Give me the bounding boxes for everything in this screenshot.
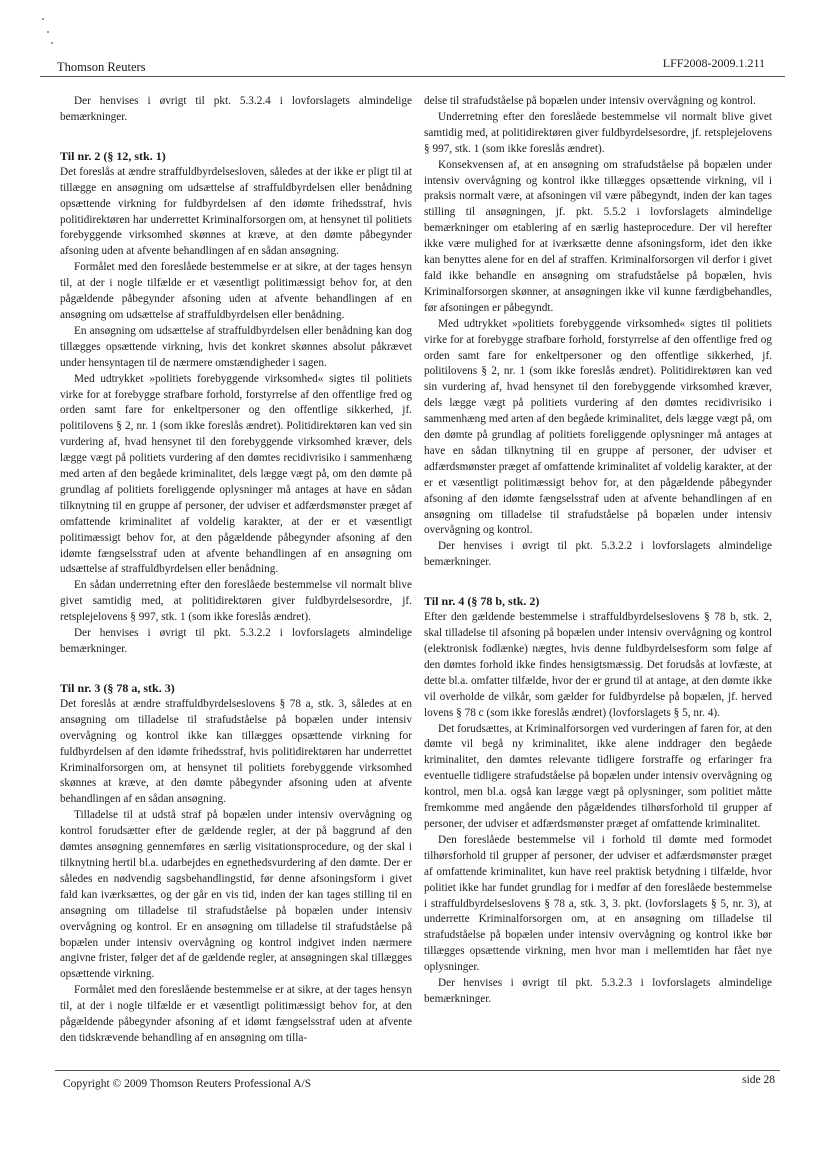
paragraph: Efter den gældende bestemmelse i straffuldbyrdelseslovens § 78 b, stk. 2, skal tilladelse til afsoning på bopælen under intensiv overvågning og kontrol (elektronisk fodlænke) nægtes, hvis denne fuldbyrdelsesform som følge af den dømtes forhold ikke findes hensigtsmæssig. Det forudsås at lovfæste, at dette bl.a. omfatter tilfælde, hvor der er grund til at antage, at den dømte ikke vil overholde de vilkår, som gælder for fuldbyrdelse på bopælen, jf. herved lovens § 78 c (som ikke foreslås ændret) (lovforslagets § 5, nr. 4).: [424, 611, 772, 719]
scan-speck: [51, 42, 53, 44]
paragraph: Den foreslåede bestemmelse vil i forhold til dømte med formodet tilhørsforhold til grupper af personer, der udviser et adfærdsmønster præget af omfattende kriminalitet, kun have reel praktisk betydning i tilfælde, hvor politiet ikke har fundet grundlag for i medfør af den foreslåede bestemmelse i straffuldbyrdelseslovens § 78 a, stk. 3, 3. pkt. (lovforslagets § 5, nr. 3), at underrette Kriminalforsorgen om, at en ansøgning om tilladelse til strafudståelse på bopælen under intensiv overvågning og kontrol ikke bør tillægges opsættende virkning, men hvor man i mellemtiden har fået nye oplysninger.: [424, 833, 772, 974]
paragraph: Formålet med den foreslående bestemmelse er at sikre, at der tages hensyn til, at der i nogle tilfælde er et væsentligt politimæssigt behov for, at den pågældende påbegynder afsoning af et idømt fængselsstraf uden at afvente den tidskrævende behandling af en ansøgning om tilla-: [60, 984, 412, 1044]
paragraph: Tilladelse til at udstå straf på bopælen under intensiv overvågning og kontrol forudsætter efter de gældende regler, at der på baggrund af den dømtes ansøgning gennemføres en særlig visitationsprocedure, og der skal i tilknytning hertil bl.a. udarbejdes en egnethedsvurdering af den dømte. Der er således en nødvendig sagsbehandlingstid, før denne afsoningsform i givet fald kan iværksættes, og der går en vis tid, inden der kan tages stilling til en ansøgning om tilladelse til strafudståelse på bopælen under intensiv overvågning og kontrol. Er en ansøgning om tilladelse til strafudståelse på bopælen under intensiv overvågning og kontrol indgivet inden nærmere angivne frister, følger det af de gældende regler, at ansøgningen skal tillægges opsættende virkning.: [60, 809, 412, 981]
footer-copyright: Copyright © 2009 Thomson Reuters Professional A/S: [63, 1078, 312, 1090]
paragraph: delse til strafudståelse på bopælen under intensiv overvågning og kontrol.: [424, 95, 756, 107]
right-column: [424, 94, 772, 1008]
paragraph: Med udtrykket »politiets forebyggende virksomhed« sigtes til politiets virke for at forebygge strafbare forhold, forstyrrelse af den offentlige fred og orden samt fare for enkeltpersoner og den offentlige sikkerhed, jf. politilovens § 2, nr. 1 (som ikke foreslås ændret). Politidirektøren kan ved sin vurdering af, hvad hensynet til den forebyggende virksomhed kræver, dels lægge vægt på politiets vurdering af den dømtes recidivrisiko i sammenhæng med arten af den begåede kriminalitet, dels lægge vægt på, om den dømte på grundlag af politiets foreliggende oplysninger må antages at have en sådan tilknytning til en gruppe af personer, der udviser et adfærdsmønster præget af omfattende kriminalitet af voldelig karakter, at der er et væsentligt politimæssigt behov for, at den pågældende påbegynder afsoning af den idømte fængselsstraf uden at afvente behandlingen af en ansøgning om tilladelse til strafudståelse på bopælen under intensiv overvågning og kontrol.: [424, 317, 772, 537]
paragraph: Formålet med den foreslåede bestemmelse er at sikre, at der tages hensyn til, at der i nogle tilfælde er et væsentligt politimæssigt behov for, at den pågældende påbegynder afsoning uden at afvente behandlingen af en ansøgning om udsættelse af straffuldbyrdelsen eller benådning.: [60, 261, 412, 321]
paragraph: Med udtrykket »politiets forebyggende virksomhed« sigtes til politiets virke for at forebygge strafbare forhold, forstyrrelse af den offentlige fred og orden samt fare for enkeltpersoner og den offentlige sikkerhed, jf. politilovens § 2, nr. 1 (som ikke foreslås ændret). Politidirektøren kan ved sin vurdering af, hvad hensynet til den forebyggende virksomhed kræver, dels lægge vægt på politiets vurdering af den dømtes recidivrisiko i sammenhæng med arten af den begåede kriminalitet, dels lægge vægt på, om den dømte på grundlag af politiets foreliggende oplysninger må antages at have en sådan tilknytning til en gruppe af personer, der udviser et adfærdsmønster præget af omfattende kriminalitet af voldelig karakter, at der er et væsentligt politimæssigt behov for, at den pågældende påbegynder afsoning af den idømte fængselsstraf uden at afvente behandlingen af en ansøgning om udsættelse af straffuldbyrdelsen eller benådning.: [60, 372, 412, 576]
footer-page-number: side 28: [742, 1074, 775, 1086]
paragraph: Der henvises i øvrigt til pkt. 5.3.2.2 i lovforslagets almindelige bemærkninger.: [60, 627, 412, 655]
scan-speck: [47, 31, 49, 33]
paragraph: Der henvises i øvrigt til pkt. 5.3.2.4 i lovforslagets almindelige bemærkninger.: [60, 95, 412, 123]
section-heading: Til nr. 4 (§ 78 b, stk. 2): [424, 594, 540, 609]
left-column: [60, 94, 412, 1047]
paragraph: Det foreslås at ændre straffuldbyrdelsesloven, således at der ikke er pligt til at tillægge en ansøgning om udsættelse af straffuldbyrdelsen eller benådning opsættende virkning for fuldbyrdelsen af den idømte frihedsstraf, hvis politidirektøren har underrettet Kriminalforsorgen om, at hensynet til politiets forebyggende virksomhed skønnes at kræve, at den dømte påbegynder afsoning uden at afvente behandlingen af en sådan ansøgning.: [60, 165, 412, 258]
paragraph: Det forudsættes, at Kriminalforsorgen ved vurderingen af faren for, at den dømte vil begå ny kriminalitet, ikke alene inddrager den begåede kriminalitet, den dømtes relevante tidligere forstraffe og erfaringer fra eventuelle tidligere strafudståelse på bopælen under intensiv overvågning og kontrol, men bl.a. også kan lægge vægt på oplysninger, som politiet måtte fremkomme med angående den pågældendes tilhørsforhold til grupper af personer, der udviser et adfærdsmønster præget af omfattende kriminalitet.: [424, 722, 772, 830]
section-heading: Til nr. 3 (§ 78 a, stk. 3): [60, 680, 175, 695]
section-heading: Til nr. 2 (§ 12, stk. 1): [60, 148, 166, 163]
footer-rule: [55, 1070, 780, 1071]
header-doc-id: LFF2008-2009.1.211: [662, 56, 765, 70]
paragraph: Der henvises i øvrigt til pkt. 5.3.2.3 i lovforslagets almindelige bemærkninger.: [424, 977, 772, 1005]
header-rule: [40, 76, 785, 77]
scan-speck: [42, 18, 44, 20]
paragraph: Der henvises i øvrigt til pkt. 5.3.2.2 i lovforslagets almindelige bemærkninger.: [424, 540, 772, 569]
paragraph: Konsekvensen af, at en ansøgning om strafudståelse på bopælen under intensiv overvågning og kontrol ikke tillægges opsættende virkning, vil i praksis normalt være, at afsoningen vil være påbegyndt, inden der kan tages stilling til ansøgningen, jf. pkt. 5.5.2 i lovforslagets almindelige bemærkninger om etablering af en særlig hasteprocedure. Der vil herefter ikke være mulighed for at iværksætte denne afsoningsform, idet den ikke kan benyttes alene for en del af straffen. Kriminalforsorgen vil derfor i givet fald ikke behandle en ansøgning om strafudståelse på bopælen, hvis Kriminalforsorgen skønner, at ansøgningen ikke vil kunne færdigbehandles, før afsoningen er påbegyndt.: [424, 158, 772, 314]
paragraph: Underretning efter den foreslåede bestemmelse vil normalt blive givet samtidig med, at politidirektøren giver fuldbyrdelsesordre, jf. retsplejelovens § 997, stk. 1 (som ikke foreslås ændret).: [424, 110, 772, 155]
paragraph: Det foreslås at ændre straffuldbyrdelseslovens § 78 a, stk. 3, således at en ansøgning om tilladelse til strafudståelse på bopælen under intensiv overvågning og kontrol ikke kan tillægges opsættende virkning for fuldbyrdelsen af den idømte frihedsstraf, hvis politidirektøren har underrettet Kriminalforsorgen om, at hensynet til politiets forebyggende virksomhed skønnes at kræve, at den dømte påbegynder afsoning uden at afvente behandlingen af en sådan ansøgning.: [60, 697, 412, 806]
header-publisher: Thomson Reuters: [57, 60, 146, 74]
paragraph: En ansøgning om udsættelse af straffuldbyrdelsen eller benådning kan dog tillægges opsættende virkning, hvis det konkret skønnes absolut påkrævet under hensyntagen til de nærmere omstændigheder i sagen.: [60, 324, 412, 369]
paragraph: En sådan underretning efter den foreslåede bestemmelse vil normalt blive givet samtidig med, at politidirektøren giver fuldbyrdelsesordre, jf. retsplejelovens § 997, stk. 1 (som ikke foreslås ændret).: [60, 579, 412, 624]
